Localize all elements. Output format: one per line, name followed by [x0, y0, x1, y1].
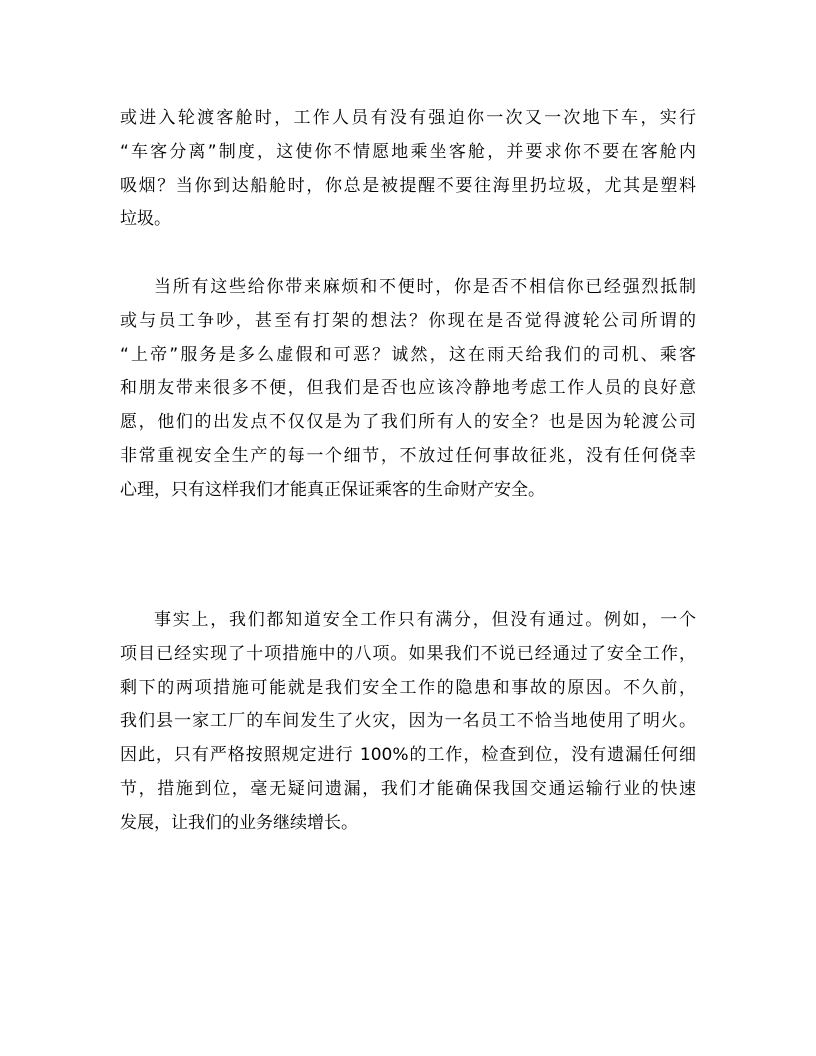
text-line: 事实上，我们都知道安全工作只有满分，但没有通过。例如，一个	[154, 610, 696, 630]
text-line: 我们县一家工厂的车间发生了火灾，因为一名员工不恰当地使用了明火。	[120, 711, 696, 732]
text-line: 非常重视安全生产的每一个细节，不放过任何事故征兆，没有任何侥幸	[120, 445, 696, 466]
text-line: 愿，他们的出发点不仅仅是为了我们所有人的安全？也是因为轮渡公司	[120, 412, 696, 433]
paragraph-2	[120, 271, 696, 508]
text-line: 因此，只有严格按照规定进行 100%的工作，检查到位，没有遗漏任何细	[120, 745, 696, 766]
text-line: 或与员工争吵，甚至有打架的想法？你现在是否觉得渡轮公司所谓的	[120, 310, 696, 331]
text-line: 节，措施到位，毫无疑问遗漏，我们才能确保我国交通运输行业的快速	[120, 778, 696, 799]
text-line: 吸烟？当你到达船舱时，你总是被提醒不要往海里扔垃圾，尤其是塑料	[120, 175, 696, 196]
text-line: 当所有这些给你带来麻烦和不便时，你是否不相信你已经强烈抵制	[154, 277, 696, 297]
paragraph-1	[120, 102, 696, 237]
text-line: 发展，让我们的业务继续增长。	[120, 812, 358, 833]
text-line: 剩下的两项措施可能就是我们安全工作的隐患和事故的原因。不久前，	[120, 677, 696, 698]
text-line: 心理，只有这样我们才能真正保证乘客的生命财产安全。	[120, 479, 545, 500]
text-line: “上帝”服务是多么虚假和可恶？诚然，这在雨天给我们的司机、乘客	[120, 344, 696, 365]
text-line: 项目已经实现了十项措施中的八项。如果我们不说已经通过了安全工作，	[120, 643, 696, 664]
text-line: “车客分离”制度，这使你不情愿地乘坐客舱，并要求你不要在客舱内	[120, 141, 696, 162]
text-line: 和朋友带来很多不便，但我们是否也应该冷静地考虑工作人员的良好意	[120, 378, 696, 399]
paragraph-3	[120, 604, 696, 841]
text-line: 垃圾。	[120, 209, 171, 230]
text-line: 或进入轮渡客舱时，工作人员有没有强迫你一次又一次地下车，实行	[120, 108, 696, 128]
